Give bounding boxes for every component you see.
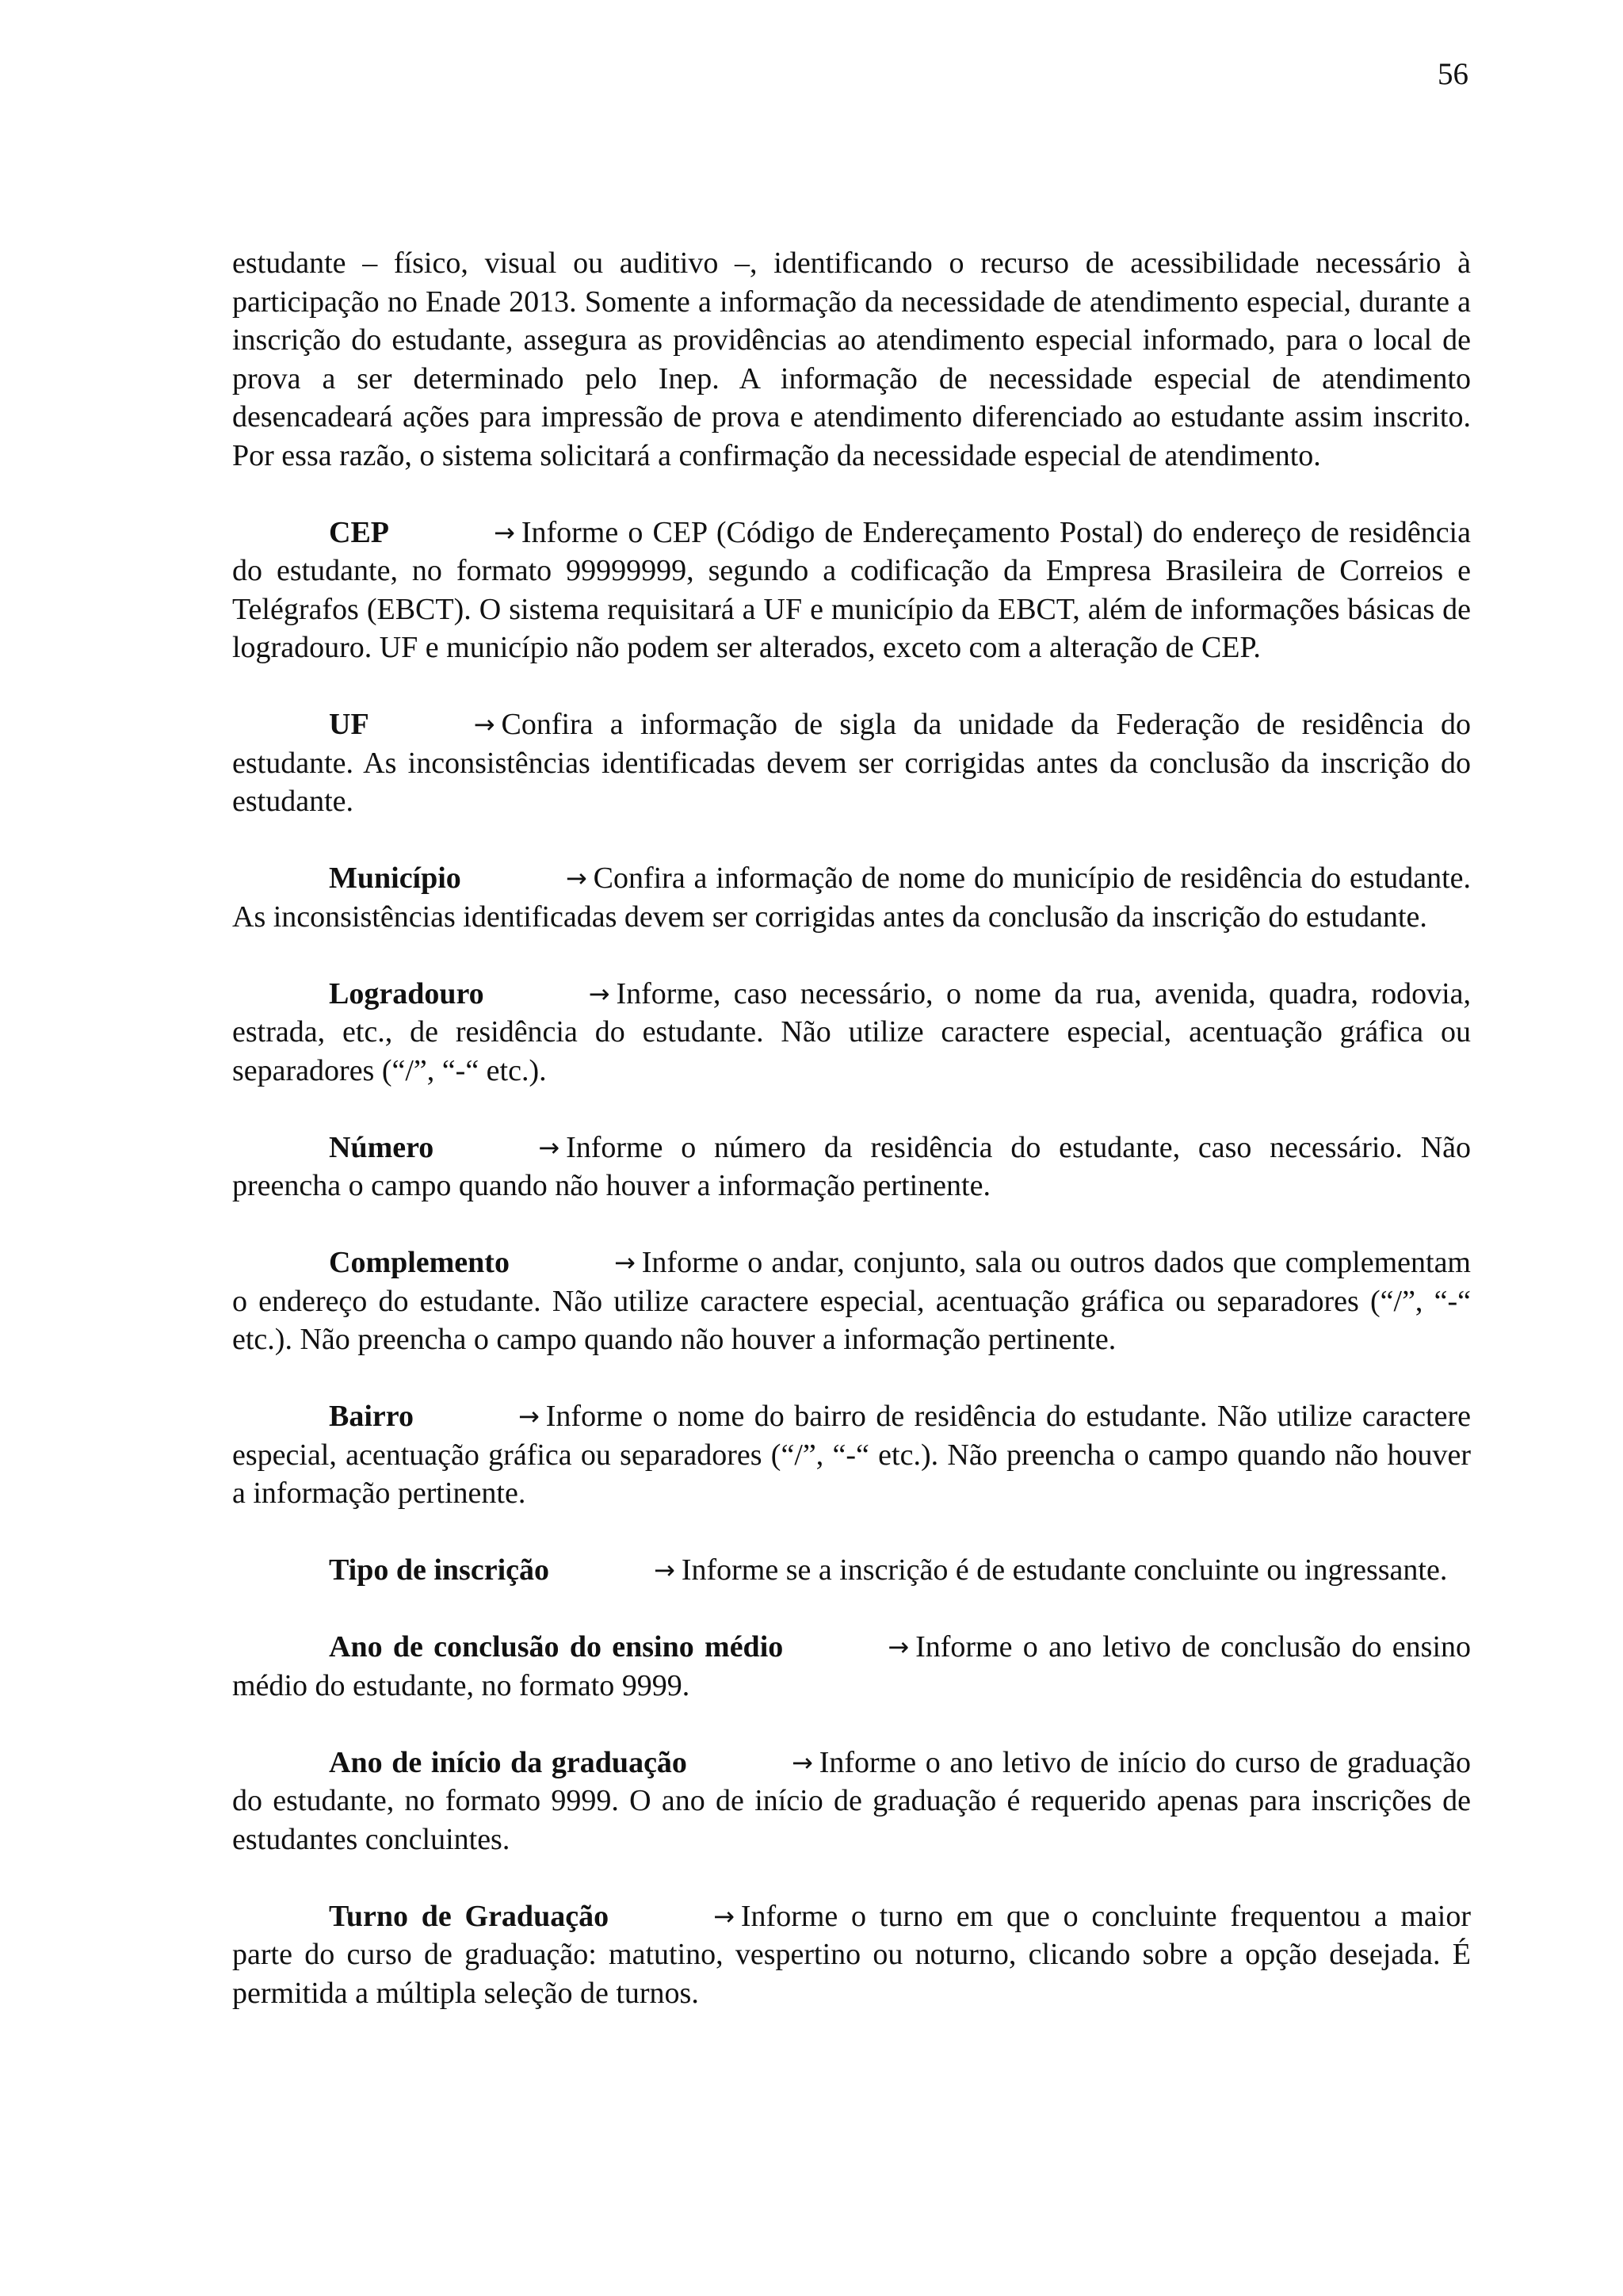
arrow-right-icon: → — [494, 517, 515, 548]
entry-term: Número — [329, 1130, 434, 1164]
entry-text: Informe o CEP (Código de Endereçamento Postal) do endereço de residência do estudante, no formato 99999999, segundo a codificação da Empresa Brasileira de Correios e Telégrafos (EBCT). O sistema requisitará a UF e município da EBCT, além de informações básicas de logradouro. UF e município não podem ser alterados, exceto com a alteração de CEP. — [232, 515, 1471, 664]
entry-term: UF — [329, 708, 369, 741]
arrow-right-icon: → — [538, 1132, 560, 1163]
entry-term: CEP — [329, 515, 389, 549]
entry-text: Confira a informação de nome do município de residência do estudante. As inconsistências identificadas devem ser corrigidas antes da conclusão da inscrição do estudante. — [232, 861, 1471, 934]
entry-tipo-de-inscricao — [232, 1551, 1471, 1590]
arrow-right-icon: → — [654, 1555, 675, 1585]
intro-paragraph: estudante – físico, visual ou auditivo –, identificando o recurso de acessibilidade necessário à participação no Enade 2013. Somente a informação da necessidade de atendimento especial, durante a inscrição do estudante, assegura as providências ao atendimento especial informado, para o local de prova a ser determinado pelo Inep. A informação de necessidade especial de atendimento desencadeará ações para impressão de prova e atendimento diferenciado ao estudante assim inscrito. Por essa razão, o sistema solicitará a confirmação da necessidade especial de atendimento. — [232, 246, 1471, 472]
entry-text: Informe se a inscrição é de estudante concluinte ou ingressante. — [681, 1553, 1448, 1587]
entry-text: Informe o turno em que o concluinte frequentou a maior parte do curso de graduação: matutino, vespertino ou noturno, clicando sobre a opção desejada. É permitida a múltipla seleção de turnos. — [232, 1899, 1471, 2010]
entry-complemento — [232, 1244, 1471, 1359]
entry-cep — [232, 514, 1471, 667]
entry-text: Confira a informação de sigla da unidade da Federação de residência do estudante. As inconsistências identificadas devem ser corrigidas antes da conclusão da inscrição do estudante. — [232, 708, 1471, 818]
page-number: 56 — [1438, 57, 1468, 91]
entry-turno-de-graduacao — [232, 1897, 1471, 2013]
arrow-right-icon: → — [888, 1632, 910, 1662]
entry-text: Informe, caso necessário, o nome da rua, avenida, quadra, rodovia, estrada, etc., de residência do estudante. Não utilize caractere especial, acentuação gráfica ou separadores (“/”, “-“ etc.). — [232, 976, 1471, 1087]
arrow-right-icon: → — [713, 1901, 735, 1931]
arrow-right-icon: → — [565, 863, 587, 893]
entry-term: Ano de conclusão do ensino médio — [329, 1630, 784, 1664]
entry-term: Turno de Graduação — [329, 1899, 609, 1933]
entry-term: Tipo de inscrição — [329, 1553, 549, 1587]
arrow-right-icon: → — [473, 709, 495, 739]
entry-text: Informe o andar, conjunto, sala ou outros dados que complementam o endereço do estudante. Não utilize caractere especial, acentuação gráfica ou separadores (“/”, “-“ etc.). Não preencha o campo quando não houver a informação pertinente. — [232, 1246, 1471, 1356]
document-body — [232, 244, 1471, 2012]
entry-text: Informe o ano letivo de início do curso de graduação do estudante, no formato 9999. O ano de início de graduação é requerido apenas para inscrições de estudantes concluintes. — [232, 1745, 1471, 1856]
entry-logradouro — [232, 975, 1471, 1091]
entry-uf — [232, 705, 1471, 821]
entry-term: Complemento — [329, 1246, 510, 1279]
entry-term: Município — [329, 861, 461, 895]
entry-term: Logradouro — [329, 976, 484, 1010]
entry-numero — [232, 1129, 1471, 1205]
arrow-right-icon: → — [791, 1747, 813, 1778]
entry-text: Informe o número da residência do estudante, caso necessário. Não preencha o campo quando não houver a informação pertinente. — [232, 1130, 1471, 1202]
entry-term: Ano de início da graduação — [329, 1745, 687, 1779]
arrow-right-icon: → — [517, 1401, 540, 1431]
entry-municipio — [232, 859, 1471, 936]
entry-text: Informe o nome do bairro de residência do estudante. Não utilize caractere especial, acentuação gráfica ou separadores (“/”, “-“ etc.). Não preencha o campo quando não houver a informação pertinente. — [232, 1400, 1471, 1510]
arrow-right-icon: → — [588, 978, 610, 1009]
entry-ano-conclusao-ensino-medio — [232, 1628, 1471, 1705]
entry-text: Informe o ano letivo de conclusão do ensino médio do estudante, no formato 9999. — [232, 1630, 1471, 1702]
entry-ano-inicio-graduacao — [232, 1744, 1471, 1859]
entry-bairro — [232, 1397, 1471, 1513]
entry-term: Bairro — [329, 1400, 414, 1433]
arrow-right-icon: → — [613, 1247, 636, 1278]
